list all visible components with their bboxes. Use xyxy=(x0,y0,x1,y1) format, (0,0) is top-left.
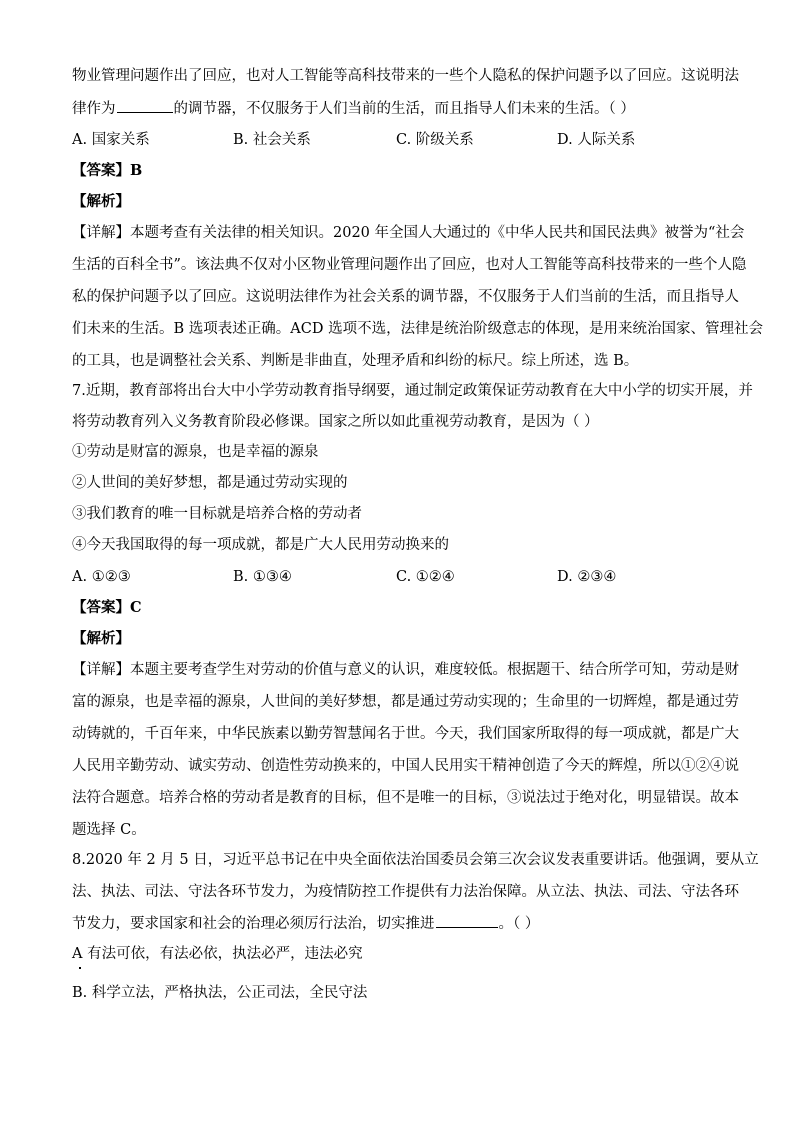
q7-statement: ③我们教育的唯一目标就是培养合格的劳动者 xyxy=(72,506,362,522)
q8-option-b: B. 科学立法，严格执法，公正司法，全民守法 xyxy=(72,985,368,1001)
q6-detail-line: 私的保护问题予以了回应。这说明法律作为社会关系的调节器，不仅服务于人们当前的生活，而且指导人 xyxy=(72,289,739,305)
q7-statement: ②人世间的美好梦想，都是通过劳动实现的 xyxy=(72,475,348,491)
q7-detail-line: 人民用辛勤劳动、诚实劳动、创造性劳动换来的，中国人民用实干精神创造了今天的辉煌，所以①②④说 xyxy=(72,758,739,774)
q6-option-a: A. 国家关系 xyxy=(72,132,150,148)
q7-detail-line: 【详解】本题主要考查学生对劳动的价值与意义的认识，难度较低。根据题干、结合所学可知，劳动是财 xyxy=(72,662,739,678)
q7-analysis-heading: 【解析】 xyxy=(72,630,130,647)
q8-stem-text-before: 节发力，要求国家和社会的治理必须厉行法治，切实推进 xyxy=(72,916,435,932)
q6-detail-line: 的工具，也是调整社会关系、判断是非曲直，处理矛盾和纠纷的标尺。综上所述，选 B。 xyxy=(72,353,639,369)
q7-detail-line: 法符合题意。培养合格的劳动者是教育的目标，但不是唯一的目标，③说法过于绝对化，明显错误。故本 xyxy=(72,790,739,806)
q7-option-c: C. ①②④ xyxy=(396,569,455,585)
q6-option-c: C. 阶级关系 xyxy=(396,132,474,148)
q6-detail-line: 【详解】本题考查有关法律的相关知识。2020 年全国人大通过的《中华人民共和国民法典》被誉为“社会 xyxy=(72,225,745,241)
q8-stem-line: 8.2020 年 2 月 5 日，习近平总书记在中央全面依法治国委员会第三次会议发表重要讲话。他强调，要从立 xyxy=(72,852,759,868)
q8-stem-line: 法、执法、司法、守法各环节发力，为疫情防控工作提供有力法治保障。从立法、执法、司法、守法各环 xyxy=(72,884,739,900)
q7-detail-line: 题选择 C。 xyxy=(72,822,146,838)
q8-stem-line-with-blank xyxy=(72,913,539,934)
q7-option-a: A. ①②③ xyxy=(72,569,131,585)
q6-option-d: D. 人际关系 xyxy=(557,132,636,148)
stray-dot xyxy=(79,967,81,969)
q7-answer: 【答案】C xyxy=(72,599,142,616)
q7-statement: ④今天我国取得的每一项成就，都是广大人民用劳动换来的 xyxy=(72,537,449,553)
q6-detail-line: 生活的百科全书”。该法典不仅对小区物业管理问题作出了回应，也对人工智能等高科技带来的一些个人隐 xyxy=(72,257,747,273)
q6-detail-line: 们未来的生活。B 选项表述正确。ACD 选项不选，法律是统治阶级意志的体现，是用来统治国家、管理社会 xyxy=(72,321,764,337)
q7-stem-line: 7.近期，教育部将出台大中小学劳动教育指导纲要，通过制定政策保证劳动教育在大中小学的切实开展，并 xyxy=(72,383,753,399)
q6-answer: 【答案】B xyxy=(72,162,143,179)
q6-stem-text-before: 律作为 xyxy=(72,101,116,117)
q7-stem-line: 将劳动教育列入义务教育阶段必修课。国家之所以如此重视劳动教育，是因为（ ） xyxy=(72,414,599,430)
q7-option-d: D. ②③④ xyxy=(557,569,617,585)
q7-statement: ①劳动是财富的源泉，也是幸福的源泉 xyxy=(72,444,319,460)
q7-option-b: B. ①③④ xyxy=(233,569,292,585)
q7-detail-line: 富的源泉，也是幸福的源泉，人世间的美好梦想，都是通过劳动实现的；生命里的一切辉煌，都是通过劳 xyxy=(72,694,739,710)
q6-stem-line: 物业管理问题作出了回应，也对人工智能等高科技带来的一些个人隐私的保护问题予以了回应。这说明法 xyxy=(72,68,739,84)
q6-stem-line-with-blank xyxy=(72,98,635,119)
q7-detail-line: 动铸就的，千百年来，中华民族素以勤劳智慧闻名于世。今天，我们国家所取得的每一项成就，都是广大 xyxy=(72,726,739,742)
q6-stem-text-after: 的调节器，不仅服务于人们当前的生活，而且指导人们未来的生活。（ ） xyxy=(173,101,635,117)
q6-analysis-heading: 【解析】 xyxy=(72,193,130,210)
fill-in-blank xyxy=(436,913,498,928)
q8-option-a: A 有法可依，有法必依，执法必严，违法必究 xyxy=(72,946,363,962)
fill-in-blank xyxy=(117,98,173,113)
q8-stem-text-after: 。（ ） xyxy=(498,916,540,932)
q6-option-b: B. 社会关系 xyxy=(233,132,311,148)
